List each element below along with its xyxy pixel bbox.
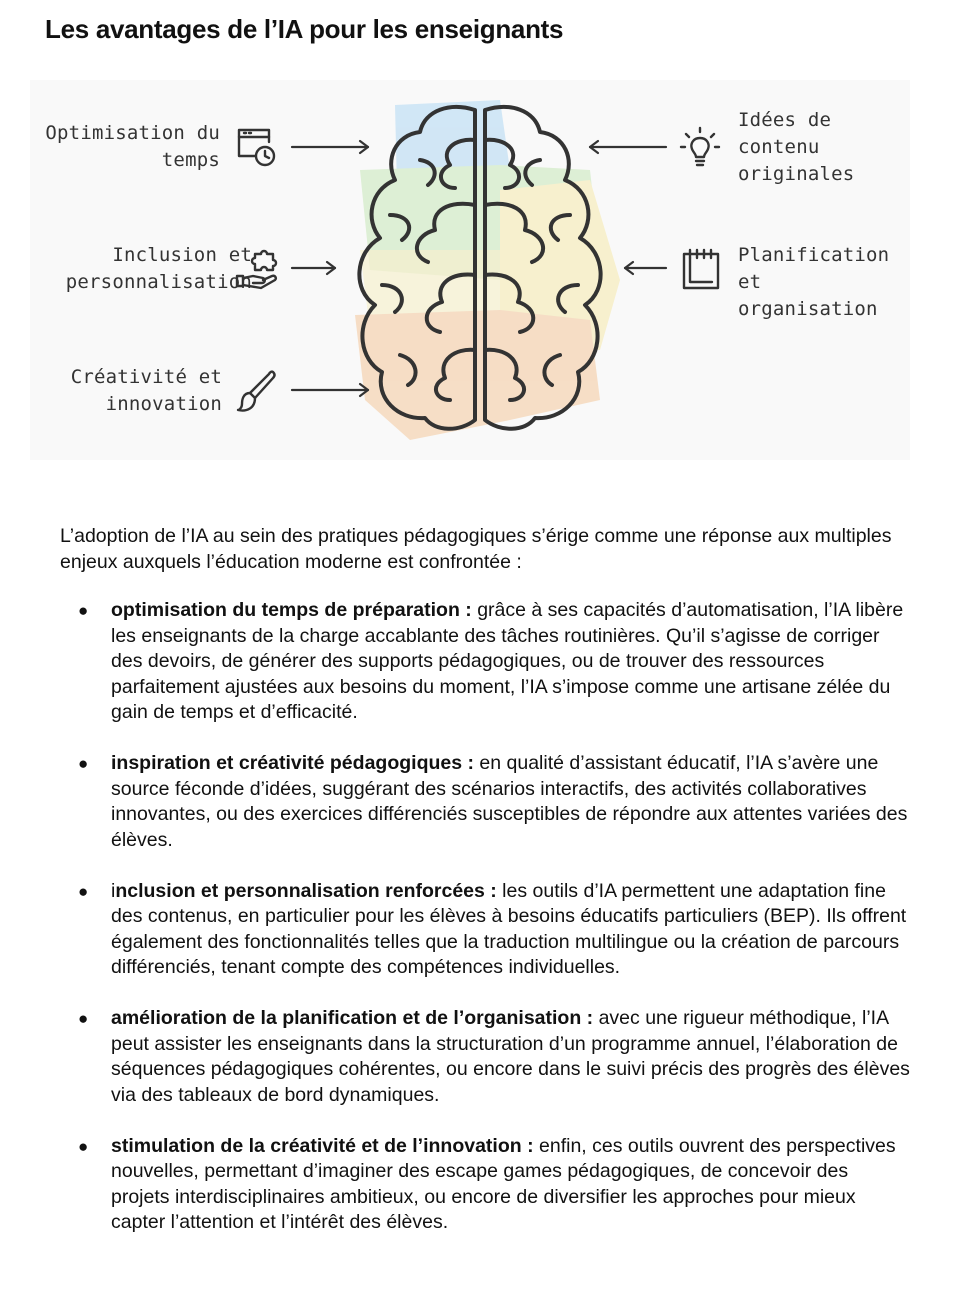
label-line: Planification et	[738, 244, 890, 293]
puzzle-hand-icon	[233, 248, 281, 292]
label-optimisation-temps	[45, 120, 220, 174]
label-line: temps	[161, 149, 220, 171]
label-line: organisation	[738, 298, 878, 320]
arrow-inclusion	[292, 262, 335, 274]
list-item	[60, 1134, 910, 1236]
item-heading: nclusion et personnalisation renforcées :	[115, 879, 497, 902]
brain-infographic	[30, 80, 910, 460]
list-item	[60, 598, 910, 726]
label-idees-contenu	[738, 107, 854, 188]
item-heading: inspiration et créativité pédagogiques :	[111, 752, 474, 774]
paintbrush-icon	[235, 368, 279, 416]
label-creativite	[71, 364, 222, 418]
item-text: enfin, ces outils ouvrent des perspectives nouvelles, permettant d’imaginer des escape games pédagogiques, de concevoir des projets interdisciplinaires ambitieux, ou encore de diversifier les approches pour mieux capter l’attention et l’intérêt des élèves.	[111, 1134, 896, 1233]
arrow-idees	[590, 141, 666, 153]
item-prefix: i	[111, 879, 116, 902]
notepad-icon	[680, 246, 724, 292]
label-line: Optimisation du	[45, 122, 220, 144]
list-item	[60, 879, 910, 981]
arrow-optimisation	[292, 141, 368, 153]
item-text: les outils d’IA permettent une adaptation fine des contenus, en particulier pour les élèves à besoins éducatifs particuliers (BEP). Ils offrent également des fonctionnalités telles que la traduction multilingue ou la création de parcours différenciés, tenant compte des compétences individuelles.	[111, 879, 907, 978]
item-text: avec une rigueur méthodique, l’IA peut assister les enseignants dans la structuration d’un programme annuel, l’élaboration de séquences pédagogiques cohérentes, ou encore dans le suivi précis des progrès des élèves via des tableaux de bord dynamiques.	[111, 1007, 910, 1106]
list-item	[60, 751, 910, 853]
arrow-creativite	[292, 384, 368, 396]
item-heading: optimisation du temps de préparation :	[111, 599, 472, 621]
item-text: en qualité d’assistant éducatif, l’IA s’avère une source féconde d’idées, suggérant des scénarios interactifs, des activités collaboratives innovantes, ou des exercices différenciés susceptibles de répondre aux attentes variées des élèves.	[111, 752, 908, 851]
arrow-planification	[625, 262, 666, 274]
bullet: ●	[78, 754, 89, 773]
label-line: Créativité et	[70, 366, 222, 388]
label-line: Inclusion et	[112, 244, 252, 266]
bullet: ●	[78, 1009, 89, 1028]
bullet: ●	[78, 881, 89, 901]
label-planification	[738, 242, 910, 323]
lightbulb-icon	[678, 126, 722, 170]
label-line: contenu	[738, 136, 820, 158]
bullet: ●	[78, 601, 89, 620]
intro-paragraph: L’adoption de l’IA au sein des pratiques pédagogiques s’érige comme une réponse aux multiples enjeux auxquels l’éducation moderne est confrontée :	[60, 525, 892, 573]
label-line: personnalisation	[65, 271, 252, 293]
item-heading: amélioration de la planification et de l’organisation :	[111, 1007, 594, 1029]
item-heading: stimulation de la créativité et de l’innovation :	[111, 1134, 534, 1157]
label-line: innovation	[105, 393, 222, 415]
list-item	[60, 1006, 910, 1108]
label-inclusion	[66, 242, 252, 296]
calendar-clock-icon	[235, 126, 279, 170]
label-line: Idées de	[738, 109, 832, 131]
item-text: grâce à ses capacités d’automatisation, l’IA libère les enseignants de la charge accablante des tâches routinières. Qu’il s’agisse de corriger des devoirs, de générer des supports pédagogiques, ou de trouver des ressources parfaitement ajustées aux besoins du moment, l’IA s’impose comme une artisane zélée du gain de temps et d’efficacité.	[111, 599, 904, 723]
label-line: originales	[738, 163, 855, 185]
page-title: Les avantages de l’IA pour les enseignants	[45, 14, 564, 44]
advantages-list	[60, 598, 910, 1261]
bullet: ●	[78, 1136, 89, 1156]
